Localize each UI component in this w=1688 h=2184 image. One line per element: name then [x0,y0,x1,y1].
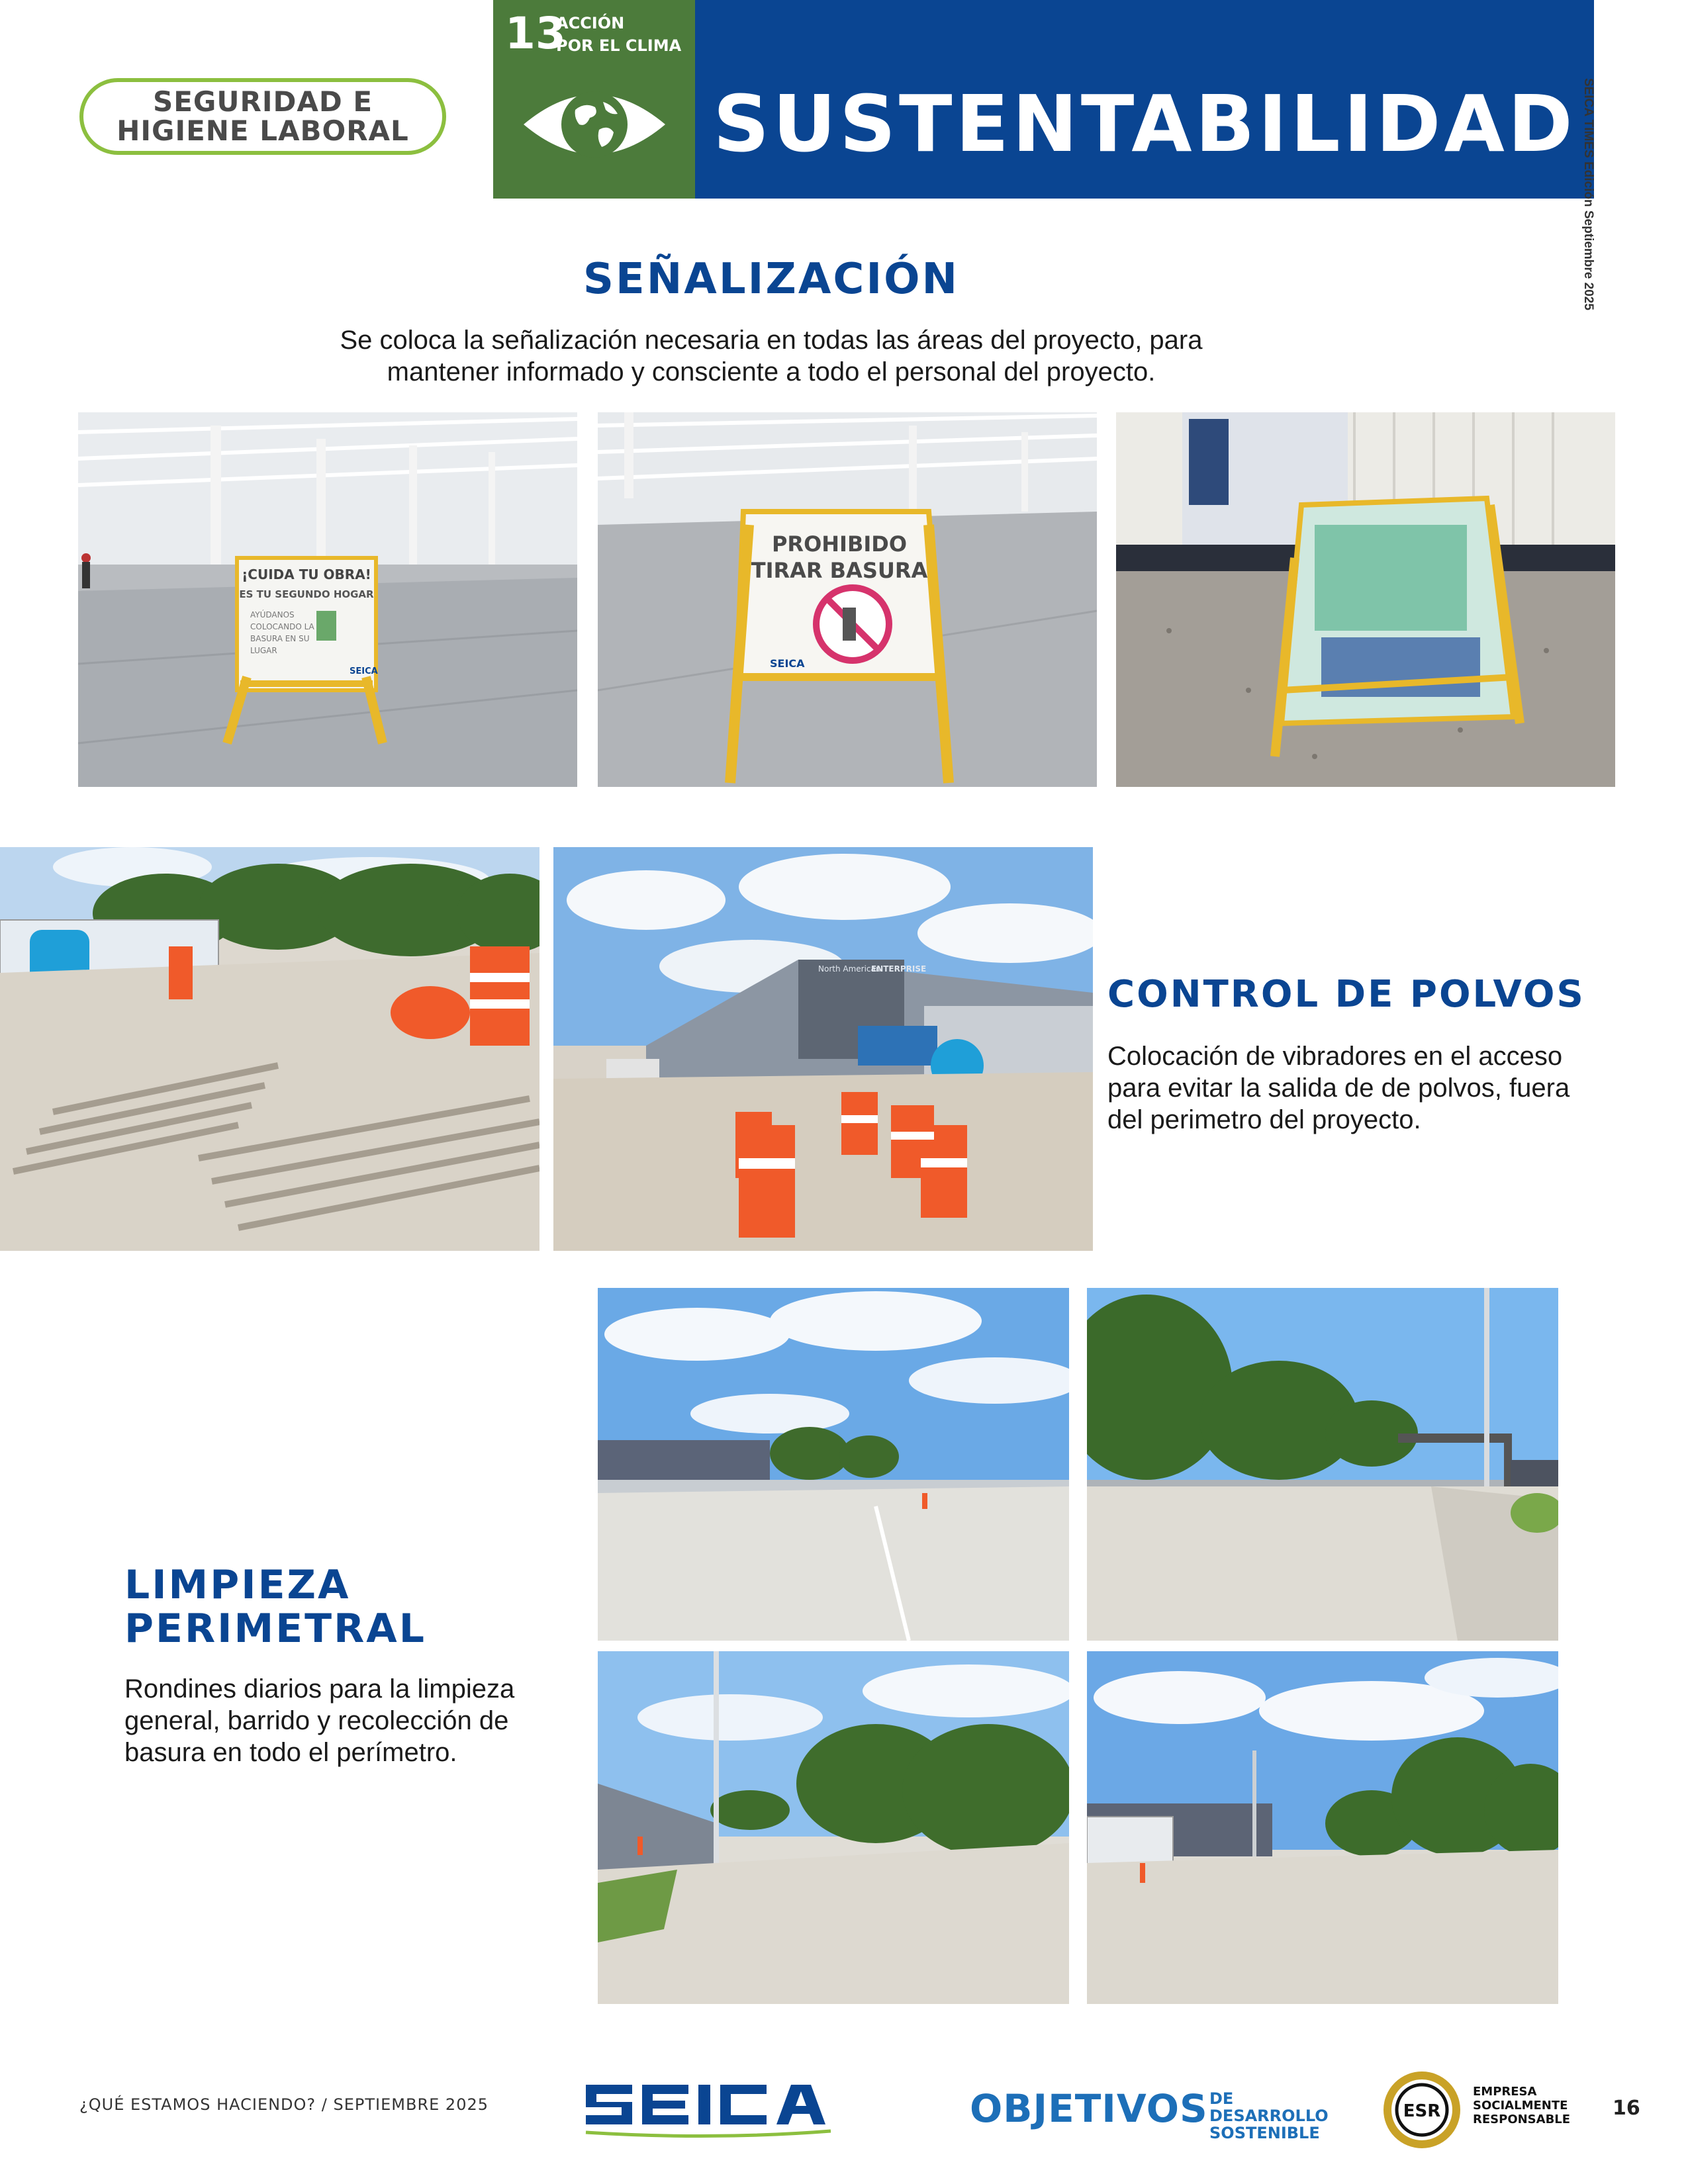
photo-perimetro-2 [1087,1288,1558,1641]
photo-info-board [1116,412,1615,787]
sign2-line2: TIRAR BASURA [751,558,928,583]
control-polvos-text [1107,1040,1570,1136]
senalizacion-title: SEÑALIZACIÓN [583,255,960,304]
footer-section-label: ¿QUÉ ESTAMOS HACIENDO? / SEPTIEMBRE 2025 [79,2095,489,2114]
esr-text [1473,2085,1570,2126]
control-polvos-text-line2: para evitar la salida de de polvos, fuera [1107,1073,1570,1103]
limpieza-title-line1: LIMPIEZA [124,1562,351,1608]
esr-logo [1377,2070,1483,2150]
section-pill [79,78,446,155]
esr-logo-text: ESR [1403,2101,1441,2121]
page-number: 16 [1613,2097,1640,2120]
ods-sub-line2: SOSTENIBLE [1209,2124,1320,2142]
limpieza-text-line1: Rondines diarios para la limpieza [124,1674,515,1704]
building-sign-line1: North American [818,964,881,974]
photo-perimetro-4 [1087,1651,1558,2004]
ods-logo [970,2086,1329,2142]
edition-text: SEICA TIMES Edición Septiembre 2025 [1581,78,1595,310]
control-polvos-text-line1: Colocación de vibradores en el acceso [1107,1042,1563,1071]
limpieza-title [124,1563,426,1651]
sign1-logo: SEICA [350,666,378,676]
edition-side-text [1575,78,1615,330]
limpieza-text-line3: basura en todo el perímetro. [124,1738,457,1767]
title-bar [695,0,1594,199]
senalizacion-text [0,324,1542,388]
sign2-line1: PROHIBIDO [771,531,908,557]
seica-logo [579,2071,844,2144]
esr-text-line3: RESPONSABLE [1473,2113,1571,2126]
section-pill-line1: SEGURIDAD E [152,85,373,118]
sign1-line3: AYÚDANOS [250,610,295,619]
sign1-line4: COLOCANDO LA [250,622,314,631]
sign1-line5: BASURA EN SU [250,634,310,643]
control-polvos-text-line3: del perimetro del proyecto. [1107,1105,1421,1134]
limpieza-text-line2: general, barrido y recolección de [124,1706,509,1735]
section-pill-line2: HIGIENE LABORAL [117,114,409,147]
sign1-line1: ¡CUIDA TU OBRA! [242,567,371,582]
limpieza-title-line2: PERIMETRAL [124,1606,426,1652]
sign1-line2: ES TU SEGUNDO HOGAR [239,588,374,600]
sign2-logo: SEICA [770,657,805,670]
eye-globe-icon [521,78,668,171]
sign1-line6: LUGAR [250,646,277,655]
limpieza-text [124,1673,514,1768]
photo-acceso-conos [553,847,1093,1251]
ods-main-text: OBJETIVOS [970,2086,1208,2131]
photo-vibradores [0,847,539,1251]
building-sign-line2: ENTERPRISE [871,964,927,974]
sdg-label-line2: POR EL CLIMA [556,36,682,55]
esr-text-line1: EMPRESA [1473,2085,1537,2099]
sdg-13-badge [493,0,695,199]
sdg-number: 13 [505,8,566,59]
ods-sub-text [1209,2090,1329,2142]
esr-text-line2: SOCIALMENTE [1473,2099,1568,2113]
photo-perimetro-1 [598,1288,1069,1641]
ods-sub-line1: DE DESARROLLO [1209,2089,1329,2125]
senalizacion-text-line1: Se coloca la señalización necesaria en todas las áreas del proyecto, para [340,326,1203,355]
photo-sign-prohibido [598,412,1097,787]
control-polvos-title: CONTROL DE POLVOS [1107,973,1585,1016]
senalizacion-text-line2: mantener informado y consciente a todo el personal del proyecto. [387,357,1156,387]
sdg-label [556,12,681,57]
sdg-label-line1: ACCIÓN [556,14,625,32]
photo-perimetro-3 [598,1651,1069,2004]
page-title: SUSTENTABILIDAD [713,78,1576,169]
photo-sign-cuida-tu-obra [78,412,577,787]
